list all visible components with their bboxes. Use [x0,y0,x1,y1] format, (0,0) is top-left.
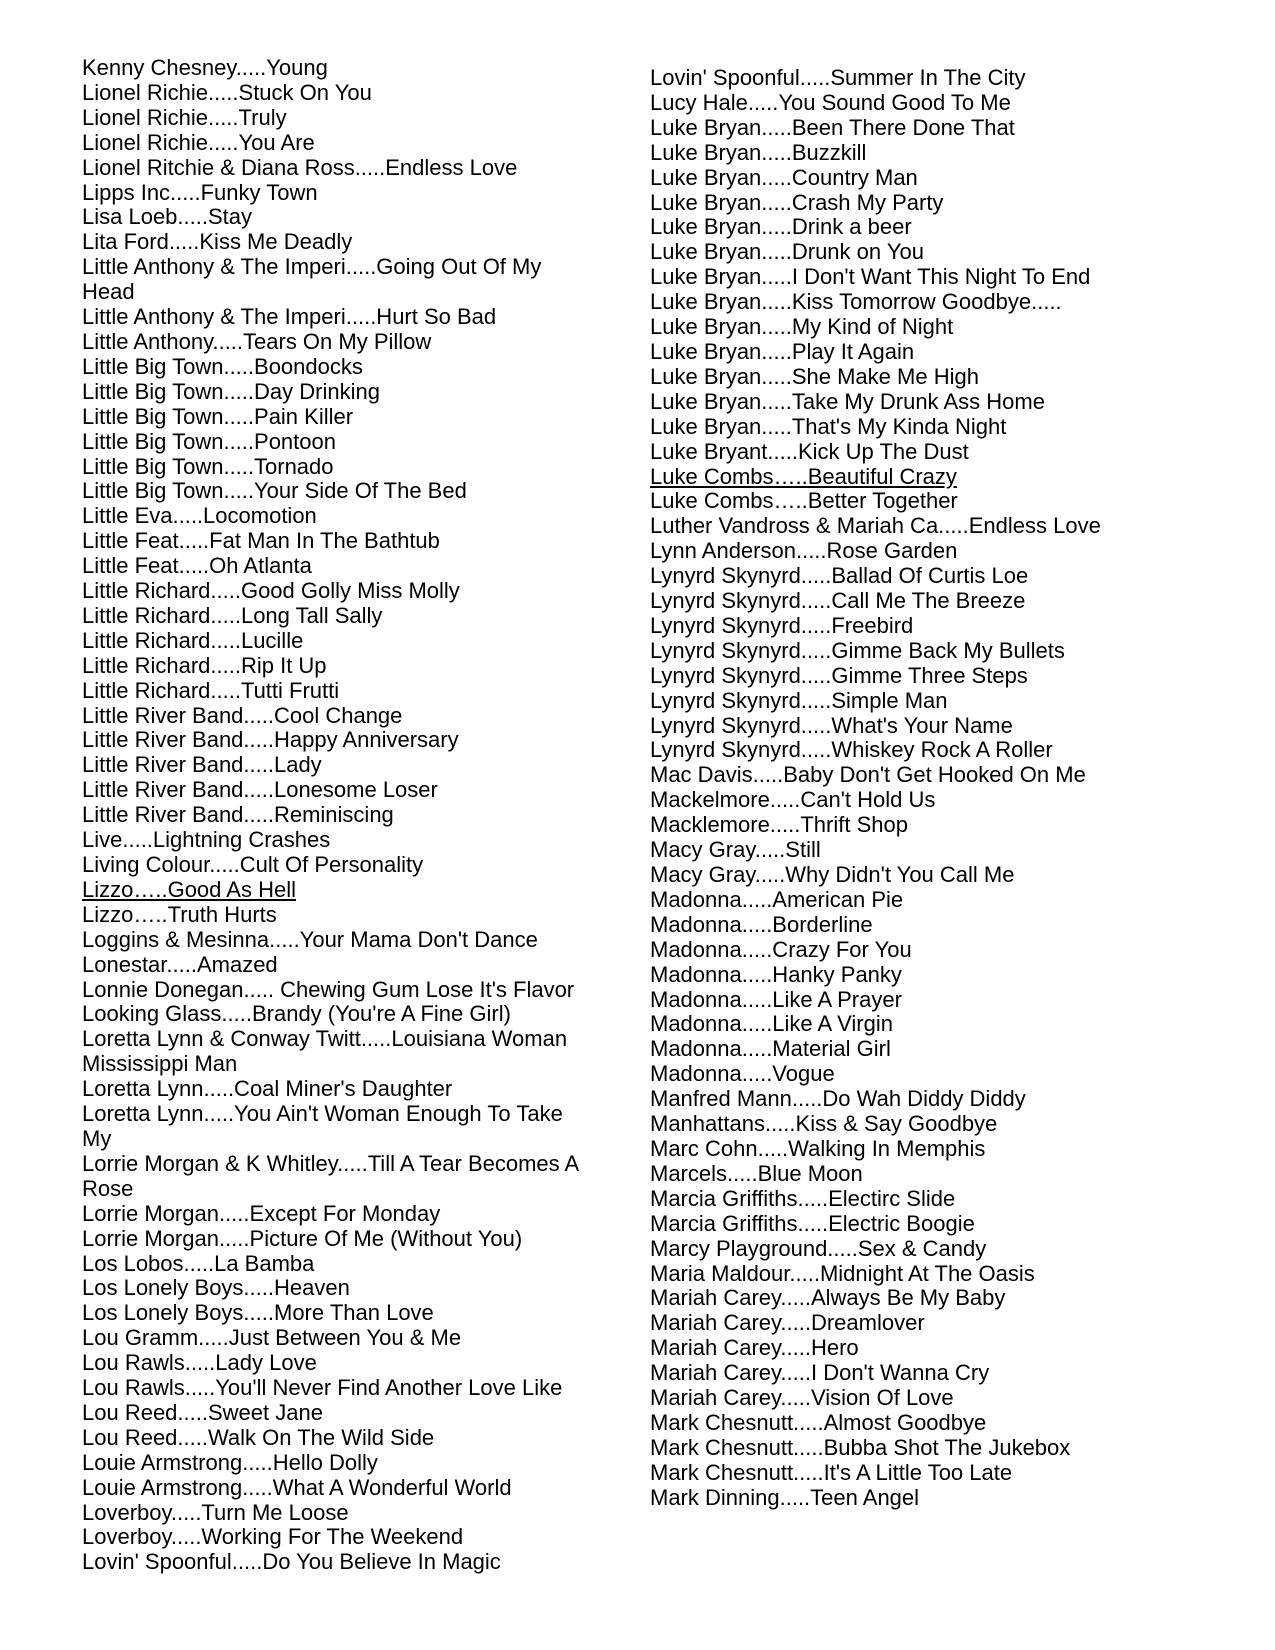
song-entry: Macy Gray.....Why Didn't You Call Me [650,862,1015,887]
song-entry: Madonna.....Borderline [650,911,873,937]
song-entry: Marcy Playground.....Sex & Candy [650,1235,987,1261]
song-entry: Luke Bryan.....Country Man [650,164,918,190]
song-entry: Little Anthony.....Tears On My Pillow [82,328,432,354]
song-entry: Luke Bryan.....Crash My Party [650,189,944,215]
song-entry: Mariah Carey.....Always Be My Baby [650,1285,1006,1311]
song-entry: Lionel Richie.....You Are [82,129,315,155]
song-entry: Lynyrd Skynyrd.....Freebird [650,612,914,638]
song-entry: Lou Reed.....Sweet Jane [82,1399,323,1425]
song-entry: Lou Rawls.....Lady Love [82,1350,317,1376]
song-entry: Little Anthony & The Imperi.....Going Out Of My [82,254,542,280]
song-entry: Mississippi Man [82,1051,238,1077]
song-entry: Little River Band.....Happy Anniversary [82,727,459,753]
song-entry: Louie Armstrong.....What A Wonderful World [82,1474,512,1500]
song-entry: Luke Combs…..Beautiful Crazy [650,463,957,489]
song-entry: Madonna.....Vogue [650,1061,835,1087]
song-entry: Living Colour.....Cult Of Personality [82,852,424,877]
song-entry: Los Lobos.....La Bamba [82,1250,315,1276]
song-entry: Luke Bryan.....Been There Done That [650,114,1015,140]
song-entry: Luke Bryan.....My Kind of Night [650,314,954,340]
song-entry: Lynyrd Skynyrd.....Whiskey Rock A Roller [650,737,1053,763]
song-entry: Lou Reed.....Walk On The Wild Side [82,1424,435,1450]
song-entry: Madonna.....Like A Virgin [650,1011,893,1037]
song-entry: Lynyrd Skynyrd.....Ballad Of Curtis Loe [650,563,1029,589]
song-entry: Lou Gramm.....Just Between You & Me [82,1325,462,1351]
song-entry: Mariah Carey.....Vision Of Love [650,1385,954,1411]
song-entry: Lovin' Spoonful.....Do You Believe In Magic [82,1549,501,1575]
song-entry: Manfred Mann.....Do Wah Diddy Diddy [650,1086,1026,1112]
song-entry: Loretta Lynn & Conway Twitt.....Louisiana Woman [82,1026,568,1052]
song-entry: Little Richard.....Tutti Frutti [82,677,340,703]
song-entry: Luke Bryant.....Kick Up The Dust [650,438,969,464]
song-entry: Lynyrd Skynyrd.....Call Me The Breeze [650,588,1026,614]
song-entry: Loretta Lynn.....You Ain't Woman Enough To Take [82,1101,563,1127]
song-entry: Loggins & Mesinna.....Your Mama Don't Dance [82,926,538,952]
song-entry: Little Big Town.....Boondocks [82,353,363,379]
song-entry: My [82,1125,112,1151]
song-entry: Loretta Lynn.....Coal Miner's Daughter [82,1076,453,1102]
song-entry: Lou Rawls.....You'll Never Find Another Love Like [82,1375,563,1401]
song-entry: Louie Armstrong.....Hello Dolly [82,1449,378,1475]
song-entry: Luke Bryan.....She Make Me High [650,363,979,389]
song-entry: Marcia Griffiths.....Electirc Slide [650,1185,956,1211]
song-entry: Mac Davis.....Baby Don't Get Hooked On Me [650,762,1086,788]
song-entry: Mark Chesnutt.....It's A Little Too Late [650,1459,1013,1485]
song-entry: Lionel Richie.....Stuck On You [82,79,372,105]
song-entry: Macklemore.....Thrift Shop [650,812,908,838]
song-entry: Madonna.....American Pie [650,886,904,912]
song-entry: Head [82,279,135,305]
song-entry: Lovin' Spoonful.....Summer In The City [650,65,1026,90]
song-entry: Madonna.....Material Girl [650,1036,891,1062]
song-entry: Manhattans.....Kiss & Say Goodbye [650,1111,998,1137]
song-entry: Lionel Ritchie & Diana Ross.....Endless Love [82,154,518,180]
song-entry: Little River Band.....Lonesome Loser [82,777,438,803]
song-entry: Little Big Town.....Pain Killer [82,403,354,429]
song-entry: Mark Chesnutt.....Bubba Shot The Jukebox [650,1434,1071,1460]
song-entry: Loverboy.....Working For The Weekend [82,1524,464,1550]
song-entry: Lipps Inc.....Funky Town [82,179,318,205]
song-entry: Lynyrd Skynyrd.....Simple Man [650,687,948,713]
song-entry: Lorrie Morgan.....Picture Of Me (Without You) [82,1225,523,1251]
song-entry: Lizzo…..Truth Hurts [82,901,277,927]
song-entry: Macy Gray.....Still [650,837,821,863]
song-entry: Madonna.....Hanky Panky [650,961,902,987]
song-entry: Luke Bryan.....Buzzkill [650,139,867,165]
song-entry: Live.....Lightning Crashes [82,827,331,853]
song-entry: Luke Bryan.....Take My Drunk Ass Home [650,388,1045,414]
song-entry: Luther Vandross & Mariah Ca.....Endless Love [650,513,1101,539]
song-entry: Little Richard.....Long Tall Sally [82,602,383,628]
song-entry: Lynyrd Skynyrd.....Gimme Back My Bullets [650,637,1065,663]
song-entry: Luke Bryan.....Kiss Tomorrow Goodbye..... [650,289,1062,315]
song-entry: Mark Dinning.....Teen Angel [650,1484,920,1510]
song-entry: Luke Bryan.....Drink a beer [650,214,912,240]
song-entry: Little Richard.....Lucille [82,627,304,653]
song-entry: Lita Ford.....Kiss Me Deadly [82,229,353,255]
song-entry: Little River Band.....Lady [82,752,322,778]
song-entry: Little Big Town.....Tornado [82,453,334,479]
song-entry: Lynn Anderson.....Rose Garden [650,538,958,564]
song-entry: Little Big Town.....Day Drinking [82,378,380,404]
song-entry: Luke Bryan.....Play It Again [650,338,915,364]
song-entry: Los Lonely Boys.....Heaven [82,1275,350,1301]
song-entry: Little Big Town.....Your Side Of The Bed [82,478,467,504]
song-entry: Looking Glass.....Brandy (You're A Fine Girl) [82,1001,511,1027]
song-entry: Kenny Chesney.....Young [82,55,328,80]
song-entry: Luke Bryan.....Drunk on You [650,239,924,265]
song-list-right-column [650,66,1250,1511]
song-entry: Rose [82,1175,134,1201]
song-entry: Little River Band.....Cool Change [82,702,403,728]
song-entry: Mackelmore.....Can't Hold Us [650,787,936,813]
song-entry: Little Richard.....Good Golly Miss Molly [82,578,460,604]
song-entry: Little Richard.....Rip It Up [82,652,327,678]
song-entry: Maria Maldour.....Midnight At The Oasis [650,1260,1035,1286]
song-entry: Madonna.....Crazy For You [650,936,912,962]
song-entry: Lisa Loeb.....Stay [82,204,252,230]
song-entry: Lonestar.....Amazed [82,951,278,977]
song-entry: Luke Combs…..Better Together [650,488,958,514]
song-entry: Mariah Carey.....Hero [650,1335,859,1361]
song-entry: Little Big Town.....Pontoon [82,428,336,454]
song-entry: Lynyrd Skynyrd.....Gimme Three Steps [650,662,1028,688]
song-entry: Madonna.....Like A Prayer [650,986,902,1012]
song-entry: Little River Band.....Reminiscing [82,802,394,828]
song-entry: Little Feat.....Oh Atlanta [82,553,312,579]
song-entry: Luke Bryan.....I Don't Want This Night To End [650,264,1091,290]
song-entry: Lucy Hale.....You Sound Good To Me [650,89,1011,115]
song-entry: Lonnie Donegan..... Chewing Gum Lose It's Flavor [82,976,575,1002]
song-entry: Little Eva.....Locomotion [82,503,317,529]
song-entry: Marcia Griffiths.....Electric Boogie [650,1210,975,1236]
song-entry: Luke Bryan.....That's My Kinda Night [650,413,1007,439]
song-entry: Lizzo…..Good As Hell [82,876,296,902]
song-entry: Little Anthony & The Imperi.....Hurt So Bad [82,304,497,330]
song-entry: Lorrie Morgan.....Except For Monday [82,1200,441,1226]
song-list-left-column [82,56,622,1575]
song-entry: Little Feat.....Fat Man In The Bathtub [82,528,440,554]
song-entry: Mark Chesnutt.....Almost Goodbye [650,1409,987,1435]
song-entry: Los Lonely Boys.....More Than Love [82,1300,434,1326]
song-entry: Lorrie Morgan & K Whitley.....Till A Tear Becomes A [82,1150,580,1176]
song-entry: Marc Cohn.....Walking In Memphis [650,1135,986,1161]
song-entry: Loverboy.....Turn Me Loose [82,1499,349,1525]
song-entry: Mariah Carey.....I Don't Wanna Cry [650,1360,990,1386]
song-entry: Lionel Richie.....Truly [82,104,287,130]
song-entry: Mariah Carey.....Dreamlover [650,1310,925,1336]
song-entry: Lynyrd Skynyrd.....What's Your Name [650,712,1013,738]
song-entry: Marcels.....Blue Moon [650,1160,863,1186]
